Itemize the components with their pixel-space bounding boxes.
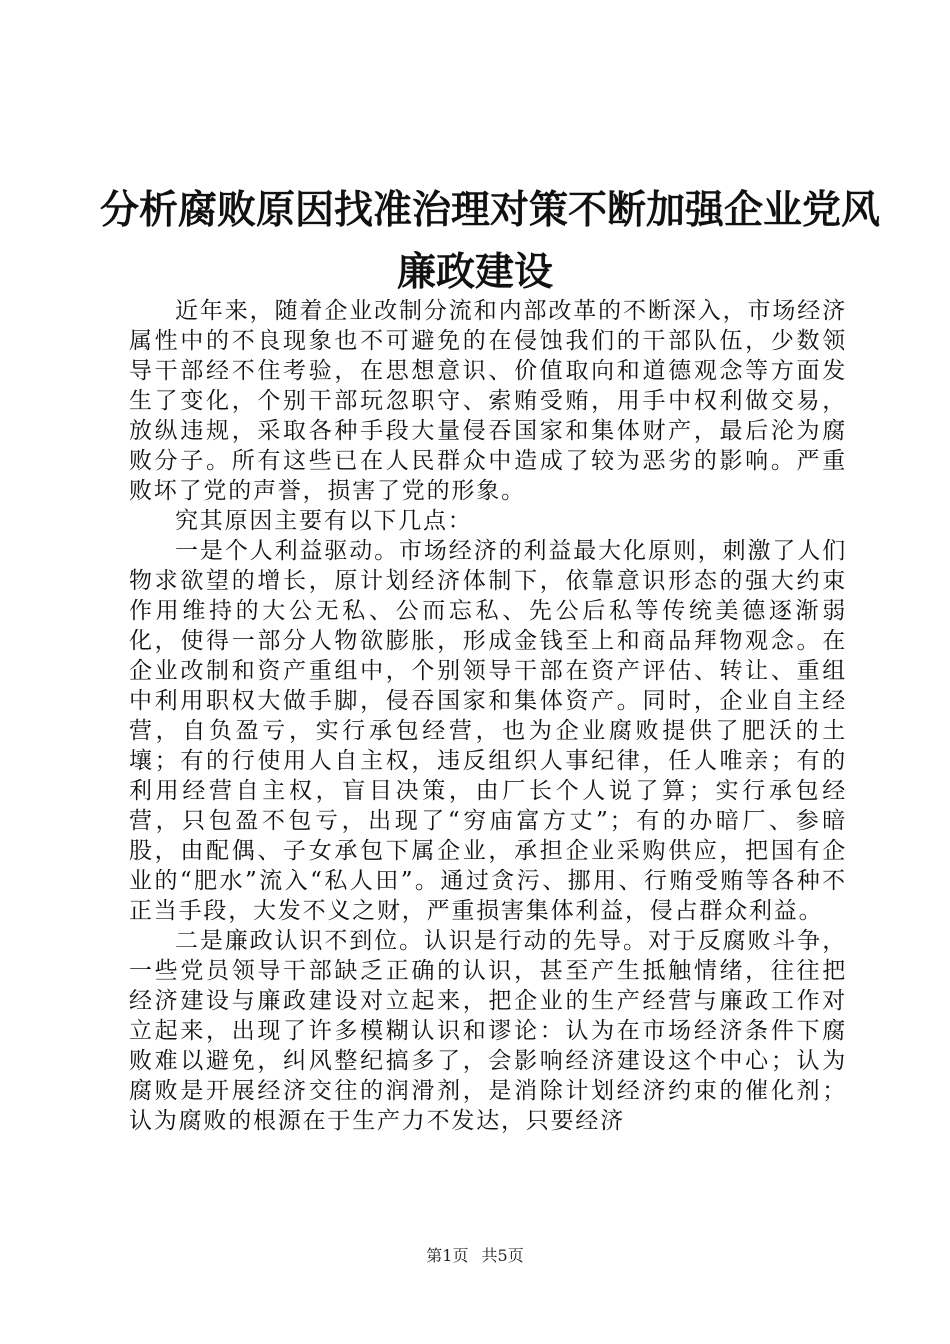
document-body	[129, 296, 847, 1136]
paragraph-cause-two: 二是廉政认识不到位。认识是行动的先导。对于反腐败斗争，一些党员领导干部缺乏正确的认识，甚至产生抵触情绪，往往把经济建设与廉政建设对立起来，把企业的生产经营与廉政工作对立起来，出现了许多模糊认识和谬论：认为在市场经济条件下腐败难以避免，纠风整纪搞多了，会影响经济建设这个中心；认为腐败是开展经济交往的润滑剂，是消除计划经济约束的催化剂；认为腐败的根源在于生产力不发达，只要经济	[129, 928, 847, 1134]
document-title-line-1: 分析腐败原因找准治理对策不断加强企业党风	[100, 188, 881, 233]
document-title-line-2: 廉政建设	[396, 250, 553, 295]
paragraph-intro: 近年来，随着企业改制分流和内部改革的不断深入，市场经济属性中的不良现象也不可避免的在侵蚀我们的干部队伍，少数领导干部经不住考验，在思想意识、价值取向和道德观念等方面发生了变化，个别干部玩忽职守、索贿受贿，用手中权利做交易，放纵违规，采取各种手段大量侵吞国家和集体财产，最后沦为腐败分子。所有这些已在人民群众中造成了较为恶劣的影响。严重败坏了党的声誉，损害了党的形象。	[129, 298, 847, 504]
paragraph-causes-lead: 究其原因主要有以下几点：	[175, 508, 473, 534]
page-total: 共5页	[481, 1246, 524, 1265]
paragraph-cause-one: 一是个人利益驱动。市场经济的利益最大化原则，刺激了人们物求欲望的增长，原计划经济体制下，依靠意识形态的强大约束作用维持的大公无私、公而忘私、先公后私等传统美德逐渐弱化，使得一部分人物欲膨胀，形成金钱至上和商品拜物观念。在企业改制和资产重组中，个别领导干部在资产评估、转让、重组中利用职权大做手脚，侵吞国家和集体资产。同时，企业自主经营，自负盈亏，实行承包经营，也为企业腐败提供了肥沃的土壤；有的行使用人自主权，违反组织人事纪律，任人唯亲；有的利用经营自主权，盲目决策，由厂长个人说了算；实行承包经营，只包盈不包亏，出现了“穷庙富方丈”；有的办暗厂、参暗股，由配偶、子女承包下属企业，承担企业采购供应，把国有企业的“肥水”流入“私人田”。通过贪污、挪用、行贿受贿等各种不正当手段，大发不义之财，严重损害集体利益，侵占群众利益。	[129, 538, 847, 924]
page-number: 第1页	[426, 1246, 469, 1265]
page-footer	[0, 1243, 950, 1266]
